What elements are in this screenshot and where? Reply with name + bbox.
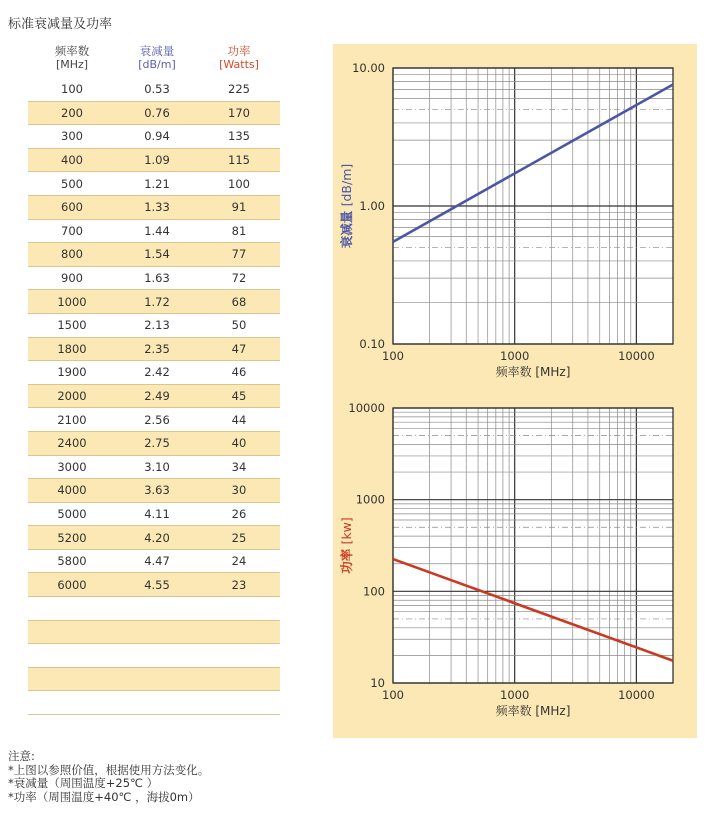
- table-row: [28, 267, 280, 291]
- table-header: [28, 44, 280, 78]
- table-row: [28, 149, 280, 173]
- cell-power: 24: [231, 554, 247, 569]
- cell-frequency: 3000: [57, 459, 87, 474]
- cell-frequency: 500: [61, 176, 83, 191]
- table-row: [28, 361, 280, 385]
- cell-frequency: [28, 668, 116, 691]
- cell-power: 44: [231, 412, 247, 427]
- cell-power: 40: [231, 436, 247, 451]
- y-axis-label-name: 功率: [339, 544, 354, 574]
- cell-frequency: [28, 691, 116, 714]
- note-attenuation: *衰减量（周围温度+25℃ ）: [8, 776, 159, 790]
- cell-power: 47: [231, 341, 247, 356]
- table-row: [28, 573, 280, 597]
- cell-attenuation: 2.56: [144, 412, 170, 427]
- cell-frequency: 700: [61, 223, 83, 238]
- cell-frequency: 900: [61, 271, 83, 286]
- cell-power: 30: [231, 483, 247, 498]
- notes-title: 注意:: [8, 749, 35, 763]
- y-tick-label: 100: [363, 584, 385, 599]
- cell-power: 26: [231, 506, 247, 521]
- table-row: [28, 644, 280, 668]
- page-title: 标准衰减量及功率: [8, 17, 113, 32]
- cell-frequency: 800: [61, 247, 83, 262]
- cell-power: 170: [228, 105, 250, 120]
- y-axis-label-name: 衰减量: [339, 206, 354, 249]
- cell-power: [198, 668, 280, 691]
- cell-attenuation: [116, 691, 198, 714]
- cell-frequency: 400: [61, 153, 83, 168]
- table-row: [28, 503, 280, 527]
- header-attenuation-unit: [dB/m]: [138, 58, 176, 71]
- cell-frequency: [28, 644, 116, 667]
- cell-attenuation: 4.20: [144, 530, 170, 545]
- cell-attenuation: [116, 597, 198, 620]
- table-row: [28, 314, 280, 338]
- cell-frequency: 5800: [57, 554, 87, 569]
- y-tick-label: 10: [370, 676, 385, 690]
- table-row: [28, 290, 280, 314]
- cell-power: 135: [228, 129, 250, 144]
- cell-attenuation: 1.54: [144, 247, 170, 262]
- x-tick-label: 1000: [500, 688, 530, 702]
- cell-power: 115: [228, 153, 250, 168]
- cell-power: [198, 597, 280, 620]
- y-tick-label: 10000: [348, 401, 385, 415]
- y-axis-label-unit: [kw]: [339, 517, 354, 545]
- y-tick-label: 0.10: [359, 337, 385, 351]
- cell-frequency: 1500: [57, 318, 87, 333]
- cell-attenuation: [116, 668, 198, 691]
- cell-power: 23: [231, 577, 247, 592]
- cell-power: [198, 691, 280, 714]
- cell-attenuation: [116, 644, 198, 667]
- notes: [8, 750, 209, 804]
- table-row: [28, 243, 280, 267]
- cell-attenuation: 2.42: [144, 365, 170, 380]
- cell-frequency: 1900: [57, 365, 87, 380]
- cell-power: 34: [231, 459, 247, 474]
- cell-attenuation: 1.63: [144, 271, 170, 286]
- chart-power: [339, 401, 673, 718]
- table-row: [28, 220, 280, 244]
- cell-power: 225: [228, 82, 250, 97]
- cell-power: 46: [231, 365, 247, 380]
- header-power-label: 功率: [227, 44, 251, 58]
- cell-attenuation: 4.11: [144, 506, 170, 521]
- cell-frequency: 1000: [57, 294, 87, 309]
- header-attenuation-label: 衰减量: [139, 44, 175, 58]
- table-row: [28, 621, 280, 645]
- header-power-unit: [Watts]: [219, 58, 259, 71]
- x-tick-label: 1000: [500, 349, 530, 363]
- y-axis-label: [339, 164, 354, 249]
- cell-attenuation: 0.76: [144, 105, 170, 120]
- x-tick-label: 10000: [618, 349, 655, 363]
- header-frequency: [28, 44, 116, 72]
- table-row: [28, 668, 280, 692]
- note-reference: *上图以参照价值，根据使用方法变化。: [8, 762, 210, 777]
- cell-attenuation: 2.13: [144, 318, 170, 333]
- header-frequency-unit: [MHz]: [55, 58, 89, 71]
- spec-table: [28, 44, 280, 715]
- x-tick-label: 10000: [618, 688, 655, 702]
- cell-power: [198, 621, 280, 644]
- cell-attenuation: [116, 621, 198, 644]
- note-power: *功率（周围温度+40℃ ，海拔0m）: [8, 789, 200, 804]
- table-row: [28, 550, 280, 574]
- header-attenuation: [116, 44, 198, 72]
- header-power: [198, 44, 280, 72]
- table-row: [28, 526, 280, 550]
- table-row: [28, 408, 280, 432]
- cell-frequency: 2400: [57, 436, 87, 451]
- cell-attenuation: 3.63: [144, 483, 170, 498]
- table-body: [28, 78, 280, 715]
- cell-power: 50: [231, 318, 247, 333]
- cell-power: 91: [231, 200, 247, 215]
- cell-frequency: 200: [61, 105, 83, 120]
- table-row: [28, 78, 280, 102]
- cell-power: 72: [231, 271, 247, 286]
- x-tick-label: 100: [382, 349, 404, 363]
- table-row: [28, 479, 280, 503]
- cell-attenuation: 2.35: [144, 341, 170, 356]
- cell-frequency: 5200: [57, 530, 87, 545]
- cell-attenuation: 0.94: [144, 129, 170, 144]
- cell-frequency: 2000: [57, 389, 87, 404]
- table-row: [28, 385, 280, 409]
- cell-power: 25: [231, 530, 247, 545]
- cell-frequency: 6000: [57, 577, 87, 592]
- table-row: [28, 691, 280, 715]
- table-row: [28, 172, 280, 196]
- cell-attenuation: 1.33: [144, 200, 170, 215]
- cell-power: 100: [228, 176, 250, 191]
- cell-attenuation: 4.47: [144, 554, 170, 569]
- table-row: [28, 196, 280, 220]
- y-axis-label-unit: [dB/m]: [339, 163, 354, 207]
- chart-attenuation: [339, 61, 673, 379]
- x-axis-label: 频率数 [MHz]: [495, 365, 571, 379]
- x-tick-label: 100: [382, 688, 404, 702]
- cell-frequency: 2100: [57, 412, 87, 427]
- cell-power: 45: [231, 389, 247, 404]
- cell-attenuation: 1.44: [144, 223, 170, 238]
- header-frequency-label: 频率数: [54, 44, 90, 58]
- table-row: [28, 597, 280, 621]
- cell-attenuation: 1.21: [144, 176, 170, 191]
- cell-power: 81: [231, 223, 247, 238]
- cell-power: [198, 644, 280, 667]
- x-axis-label: 频率数 [MHz]: [495, 704, 571, 718]
- chart-panel: [333, 44, 697, 738]
- cell-attenuation: 4.55: [144, 577, 170, 592]
- cell-frequency: 4000: [57, 483, 87, 498]
- cell-attenuation: 2.75: [144, 436, 170, 451]
- cell-frequency: 100: [61, 82, 83, 97]
- cell-frequency: [28, 597, 116, 620]
- table-row: [28, 456, 280, 480]
- table-row: [28, 125, 280, 149]
- cell-attenuation: 0.53: [144, 82, 170, 97]
- cell-attenuation: 3.10: [144, 459, 170, 474]
- y-tick-label: 1.00: [359, 199, 385, 213]
- cell-attenuation: 1.72: [144, 294, 170, 309]
- table-row: [28, 338, 280, 362]
- cell-frequency: 600: [61, 200, 83, 215]
- cell-frequency: 300: [61, 129, 83, 144]
- cell-frequency: 1800: [57, 341, 87, 356]
- cell-power: 68: [231, 294, 247, 309]
- cell-frequency: [28, 621, 116, 644]
- cell-power: 77: [231, 247, 247, 262]
- cell-frequency: 5000: [57, 506, 87, 521]
- cell-attenuation: 2.49: [144, 389, 170, 404]
- charts-svg: [333, 44, 697, 738]
- y-axis-label: [339, 517, 354, 574]
- table-row: [28, 102, 280, 126]
- table-row: [28, 432, 280, 456]
- cell-attenuation: 1.09: [144, 153, 170, 168]
- y-tick-label: 1000: [355, 492, 385, 507]
- y-tick-label: 10.00: [352, 61, 385, 75]
